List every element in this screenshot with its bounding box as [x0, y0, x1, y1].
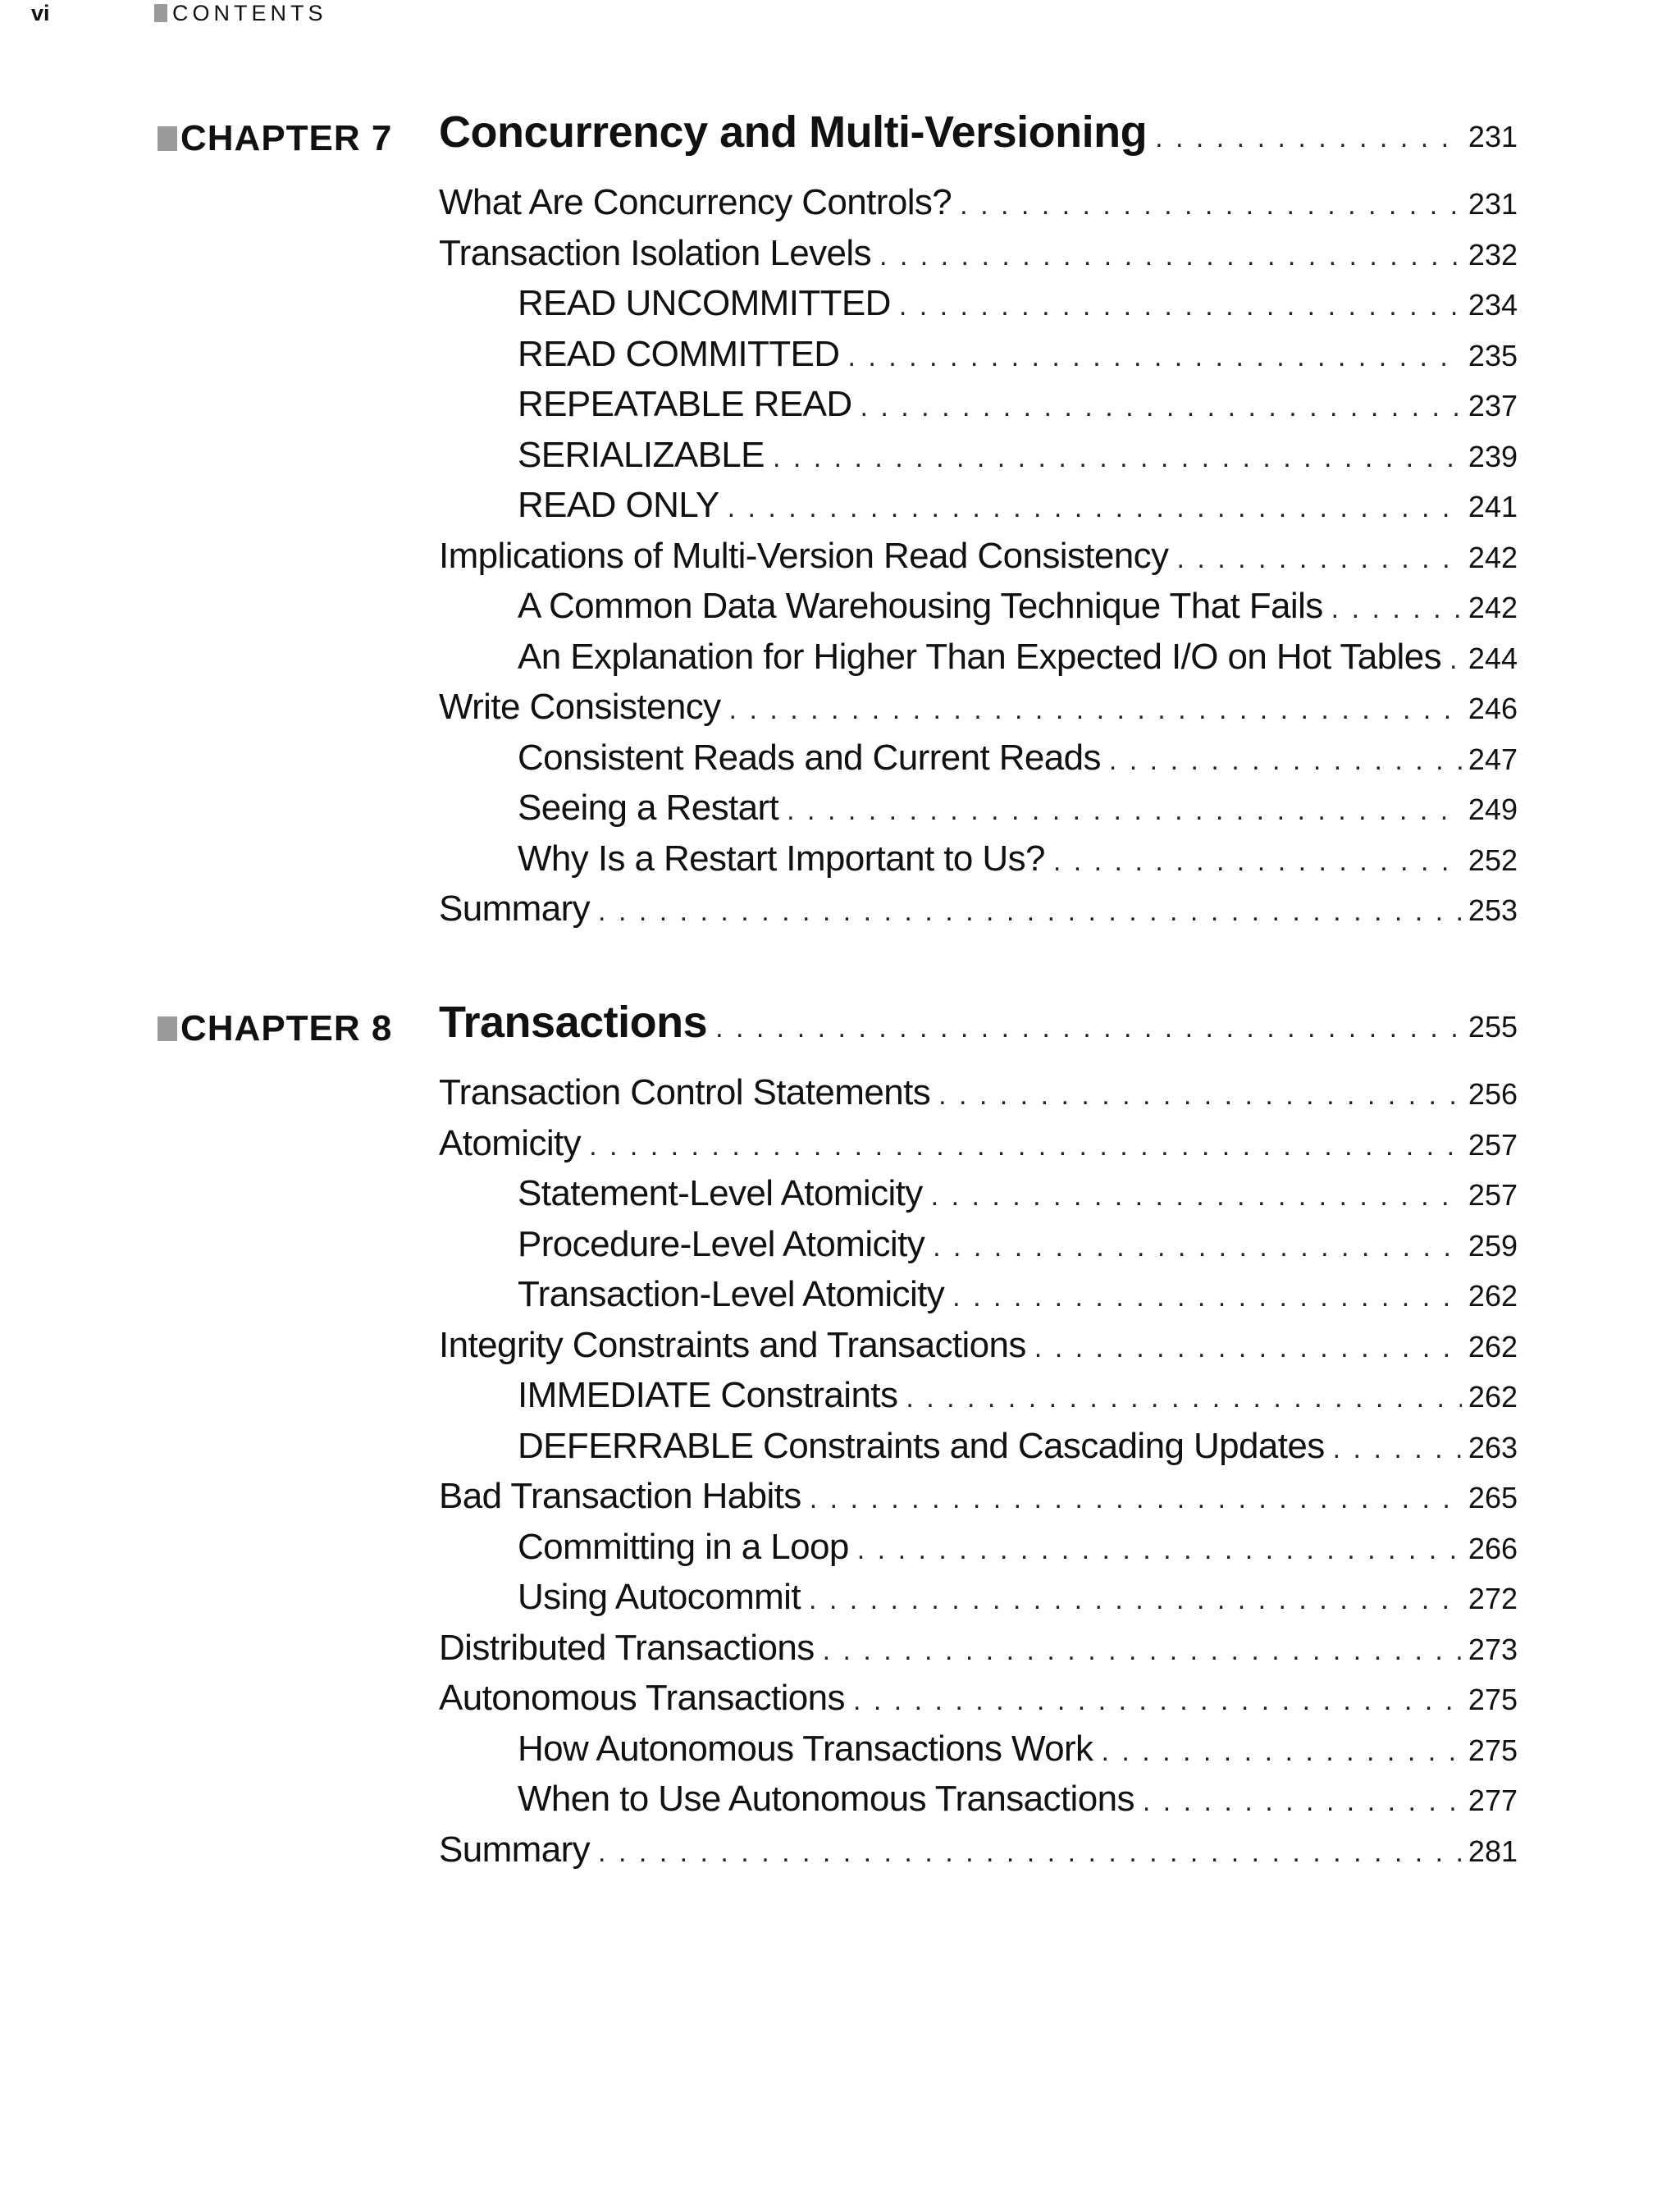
dot-leader	[1441, 644, 1462, 676]
toc-entry-text: Committing in a Loop	[518, 1526, 849, 1567]
toc-subentry[interactable]	[439, 586, 1518, 637]
toc-subentry[interactable]	[439, 485, 1518, 536]
toc-entry-text: Autonomous Transactions	[439, 1678, 845, 1718]
dot-leader	[852, 391, 1462, 423]
toc-subentry[interactable]	[439, 838, 1518, 889]
chapter-page: 231	[1468, 120, 1518, 153]
dot-leader	[849, 1534, 1462, 1566]
section-marker-icon	[154, 4, 167, 22]
toc-entry-page: 244	[1468, 641, 1518, 675]
dot-leader	[801, 1584, 1462, 1616]
toc-entry-page: 235	[1468, 338, 1518, 372]
dot-leader	[952, 190, 1462, 222]
toc-entry-text: Atomicity	[439, 1122, 582, 1163]
toc-subentry[interactable]	[439, 1274, 1518, 1325]
chapter-label-text: CHAPTER 8	[180, 1008, 393, 1048]
toc-subentry[interactable]	[439, 738, 1518, 788]
chapter-title: Concurrency and Multi-Versioning	[439, 107, 1148, 157]
toc-entry-text: Why Is a Restart Important to Us?	[518, 838, 1045, 879]
toc-entry-page: 234	[1468, 288, 1518, 322]
chapter-page: 255	[1468, 1010, 1518, 1044]
toc-entry-page: 256	[1468, 1077, 1518, 1111]
toc-entry-text: An Explanation for Higher Than Expected I/O on Hot Tables	[518, 636, 1441, 677]
dot-leader	[1101, 745, 1462, 777]
toc-entry[interactable]	[439, 1123, 1518, 1174]
toc-entry-page: 242	[1468, 540, 1518, 574]
chapter-title: Transactions	[439, 998, 708, 1047]
toc-entry-text: Summary	[439, 888, 591, 929]
toc-entry-page: 281	[1468, 1834, 1518, 1868]
chapter-label	[158, 1008, 392, 1049]
toc-subentry[interactable]	[439, 1729, 1518, 1779]
toc-subentry[interactable]	[439, 637, 1518, 687]
dot-leader	[581, 1130, 1462, 1162]
dot-leader	[721, 694, 1462, 726]
toc-entry-text: READ UNCOMMITTED	[518, 283, 891, 323]
toc-entry-page: 241	[1468, 490, 1518, 523]
toc-subentry[interactable]	[439, 283, 1518, 334]
toc-list	[439, 107, 1518, 939]
toc-list	[439, 997, 1518, 1880]
toc-entry-text: Using Autocommit	[518, 1577, 801, 1617]
dot-leader	[815, 1635, 1462, 1667]
toc-subentry[interactable]	[439, 1426, 1518, 1477]
toc-entry-page: 266	[1468, 1531, 1518, 1565]
dot-leader	[1325, 1433, 1462, 1465]
toc-subentry[interactable]	[439, 1173, 1518, 1224]
dot-leader	[871, 240, 1462, 272]
toc-subentry[interactable]	[439, 1779, 1518, 1829]
toc-entry-text: IMMEDIATE Constraints	[518, 1375, 898, 1415]
toc-entry-text: Procedure-Level Atomicity	[518, 1223, 925, 1264]
toc-entry[interactable]	[439, 1325, 1518, 1376]
running-head	[31, 0, 327, 26]
dot-leader	[924, 1231, 1462, 1263]
toc-entry-text: DEFERRABLE Constraints and Cascading Updates	[518, 1425, 1325, 1466]
dot-leader	[765, 442, 1462, 474]
toc-entry[interactable]	[439, 1072, 1518, 1123]
toc-entry-page: 257	[1468, 1127, 1518, 1162]
toc-entry-text: Bad Transaction Habits	[439, 1476, 801, 1516]
toc-entry-page: 257	[1468, 1178, 1518, 1212]
toc-entry-text: SERIALIZABLE	[518, 434, 765, 475]
toc-entry-text: Transaction Control Statements	[439, 1072, 931, 1112]
dot-leader	[839, 341, 1461, 373]
toc-entry-page: 237	[1468, 389, 1518, 422]
toc-entry-page: 263	[1468, 1430, 1518, 1464]
toc-entry-page: 252	[1468, 843, 1518, 877]
dot-leader	[1134, 1786, 1462, 1818]
dot-leader	[845, 1685, 1462, 1717]
toc-entry-text: READ COMMITTED	[518, 333, 840, 374]
toc-entry-text: A Common Data Warehousing Technique That Fails	[518, 586, 1323, 626]
toc-entry-page: 262	[1468, 1380, 1518, 1414]
toc-subentry[interactable]	[439, 788, 1518, 838]
dot-leader	[590, 1837, 1462, 1869]
toc-entry-page: 275	[1468, 1733, 1518, 1767]
toc-entry-page: 275	[1468, 1683, 1518, 1716]
dot-leader	[801, 1483, 1462, 1515]
toc-entry-text: Write Consistency	[439, 687, 721, 727]
toc-subentry[interactable]	[439, 1375, 1518, 1426]
toc-entry-text: How Autonomous Transactions Work	[518, 1728, 1093, 1769]
toc-entry[interactable]	[439, 1829, 1518, 1880]
toc-entry-text: Integrity Constraints and Transactions	[439, 1324, 1026, 1365]
dot-leader	[1045, 846, 1462, 878]
toc-entry-text: Summary	[439, 1829, 591, 1870]
toc-subentry[interactable]	[439, 1527, 1518, 1578]
dot-leader	[590, 896, 1462, 928]
toc-entry-text: Implications of Multi-Version Read Consistency	[439, 535, 1169, 576]
toc-subentry[interactable]	[439, 435, 1518, 486]
toc-entry-text: Transaction Isolation Levels	[439, 232, 871, 273]
dot-leader	[1147, 122, 1462, 154]
dot-leader	[923, 1181, 1462, 1213]
toc-entry-text: Consistent Reads and Current Reads	[518, 737, 1101, 778]
dot-leader	[1323, 593, 1462, 625]
dot-leader	[719, 492, 1462, 524]
toc-subentry[interactable]	[439, 384, 1518, 435]
chapter-title-row[interactable]	[439, 997, 1518, 1054]
toc-entry-page: 273	[1468, 1632, 1518, 1666]
chapter-marker-icon	[158, 1016, 177, 1041]
toc-entry-page: 253	[1468, 893, 1518, 927]
toc-entry-text: REPEATABLE READ	[518, 384, 852, 424]
page-number: vi	[31, 0, 50, 25]
dot-leader	[778, 795, 1462, 827]
toc-entry-page: 259	[1468, 1228, 1518, 1263]
toc-entry-page: 246	[1468, 692, 1518, 725]
toc-subentry[interactable]	[439, 1224, 1518, 1275]
dot-leader	[1168, 543, 1461, 575]
chapter-title-row[interactable]	[439, 107, 1518, 164]
toc-entry-page: 262	[1468, 1279, 1518, 1313]
dot-leader	[944, 1281, 1462, 1313]
chapter-marker-icon	[158, 126, 177, 151]
toc-entry[interactable]	[439, 888, 1518, 939]
toc-entry[interactable]	[439, 233, 1518, 284]
toc-entry-page: 265	[1468, 1481, 1518, 1514]
toc-entry-page: 232	[1468, 237, 1518, 272]
toc-entry-text: READ ONLY	[518, 485, 719, 525]
toc-entry-page: 242	[1468, 591, 1518, 624]
chapter-label	[158, 118, 392, 159]
toc-entry[interactable]	[439, 1476, 1518, 1527]
toc-entry-text: When to Use Autonomous Transactions	[518, 1779, 1134, 1819]
running-head-label: CONTENTS	[172, 0, 327, 25]
dot-leader	[1093, 1736, 1461, 1768]
toc-entry[interactable]	[439, 536, 1518, 587]
dot-leader	[930, 1080, 1462, 1112]
toc-entry-page: 272	[1468, 1582, 1518, 1615]
toc-entry-page: 277	[1468, 1784, 1518, 1817]
toc-entry-page: 231	[1468, 187, 1518, 221]
toc-entry[interactable]	[439, 1628, 1518, 1679]
toc-entry-text: Transaction-Level Atomicity	[518, 1274, 945, 1314]
toc-entry-text: What Are Concurrency Controls?	[439, 182, 952, 222]
toc-entry[interactable]	[439, 687, 1518, 738]
toc-entry-page: 249	[1468, 792, 1518, 826]
toc-entry-page: 262	[1468, 1329, 1518, 1363]
toc-entry[interactable]	[439, 1678, 1518, 1729]
dot-leader	[897, 1382, 1462, 1414]
toc-entry-page: 239	[1468, 439, 1518, 473]
toc-entry-page: 247	[1468, 742, 1518, 776]
toc-entry-text: Distributed Transactions	[439, 1627, 815, 1668]
toc-subentry[interactable]	[439, 1577, 1518, 1628]
toc-entry[interactable]	[439, 182, 1518, 233]
dot-leader	[1026, 1332, 1462, 1364]
dot-leader	[707, 1012, 1462, 1044]
toc-subentry[interactable]	[439, 334, 1518, 385]
toc-entry-text: Statement-Level Atomicity	[518, 1173, 923, 1213]
toc-entry-text: Seeing a Restart	[518, 788, 779, 828]
chapter-label-text: CHAPTER 7	[180, 118, 393, 158]
dot-leader	[891, 290, 1462, 322]
